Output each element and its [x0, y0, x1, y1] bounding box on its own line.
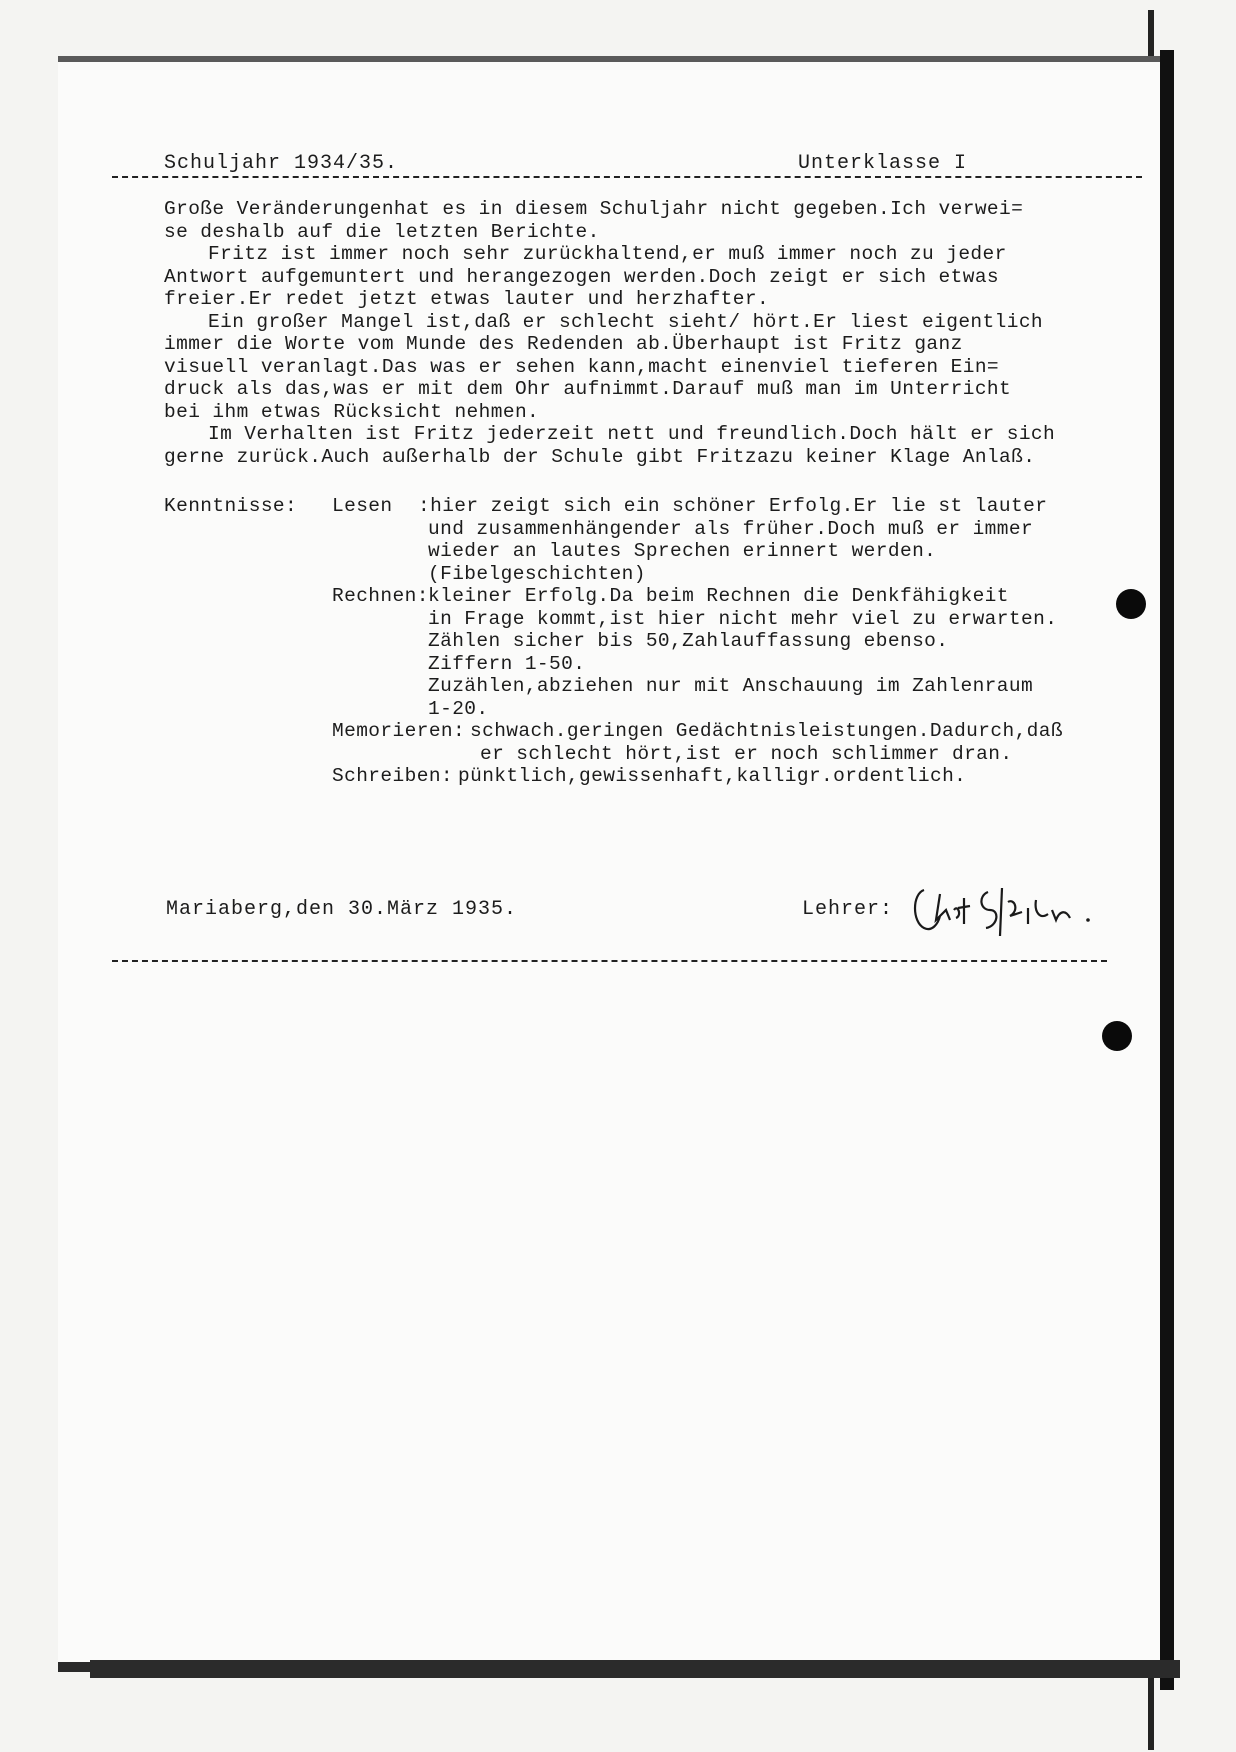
rechnen-line: Zuzählen,abziehen nur mit Anschauung im Zahlenraum [428, 675, 1034, 697]
report-line: bei ihm etwas Rücksicht nehmen. [164, 400, 540, 423]
report-line: se deshalb auf die letzten Berichte. [164, 220, 600, 243]
teacher-signature [910, 880, 1110, 940]
place-date: Mariaberg,den 30.März 1935. [166, 898, 518, 921]
lesen-line: :hier zeigt sich ein schöner Erfolg.Er lie st lauter [418, 495, 1048, 517]
report-line: immer die Worte vom Munde des Redenden ab.Überhaupt ist Fritz ganz [164, 333, 963, 355]
report-line: visuell veranlagt.Das was er sehen kann,macht einenviel tieferen Ein= [164, 355, 1000, 378]
class-name: Unterklasse I [798, 152, 968, 175]
lesen-line: wieder an lautes Sprechen erinnert werden. [428, 540, 937, 562]
teacher-label: Lehrer: [802, 898, 894, 921]
scan-edge-bottom [90, 1660, 1180, 1678]
rechnen-text [428, 585, 1057, 720]
report-line: Ein großer Mangel ist,daß er schlecht sieht/ hört.Er liest eigentlich [208, 310, 1044, 333]
memorieren-text [470, 720, 1063, 765]
report-line: Große Veränderungenhat es in diesem Schuljahr nicht gegeben.Ich verwei= [164, 198, 1024, 220]
school-year: Schuljahr 1934/35. [164, 152, 399, 175]
rechnen-line: in Frage kommt,ist hier nicht mehr viel zu erwarten. [428, 607, 1058, 630]
rechnen-line: Zählen sicher bis 50,Zahlauffassung ebenso. [428, 630, 949, 652]
rechnen-label: Rechnen: [332, 585, 429, 607]
report-line: Im Verhalten ist Fritz jederzeit nett und freundlich.Doch hält er sich [208, 423, 1056, 445]
rechnen-line: 1-20. [428, 697, 489, 720]
memorieren-line: er schlecht hört,ist er noch schlimmer dran. [480, 742, 1013, 765]
schreiben-label: Schreiben: [332, 765, 454, 787]
report-line: Antwort aufgemuntert und herangezogen werden.Doch zeigt er sich etwas [164, 265, 1000, 288]
lesen-line: und zusammenhängender als früher.Doch muß er immer [428, 517, 1034, 540]
rechnen-line: Ziffern 1-50. [428, 652, 586, 675]
footer-rule [112, 960, 1107, 962]
lesen-label: Lesen [332, 495, 393, 517]
report-text [164, 198, 1184, 468]
memorieren-line: schwach.geringen Gedächtnisleistungen.Dadurch,daß [470, 720, 1063, 742]
memorieren-label: Memorieren: [332, 720, 466, 742]
kenntnisse-label: Kenntnisse: [164, 495, 298, 517]
lesen-text [418, 495, 1047, 585]
report-line: Fritz ist immer noch sehr zurückhaltend,er muß immer noch zu jeder [208, 243, 1007, 265]
report-line: gerne zurück.Auch außerhalb der Schule gibt Fritzazu keiner Klage Anlaß. [164, 445, 1036, 468]
report-line: freier.Er redet jetzt etwas lauter und herzhafter. [164, 288, 770, 310]
schreiben-text: pünktlich,gewissenhaft,kalligr.ordentlich. [458, 765, 967, 787]
header-rule [112, 176, 1142, 178]
report-line: druck als das,was er mit dem Ohr aufnimmt.Darauf muß man im Unterricht [164, 378, 1012, 400]
punch-hole-bottom [1102, 1021, 1132, 1051]
punch-hole-top [1116, 589, 1146, 619]
rechnen-line: kleiner Erfolg.Da beim Rechnen die Denkfähigkeit [428, 585, 1009, 607]
lesen-line: (Fibelgeschichten) [428, 562, 646, 585]
